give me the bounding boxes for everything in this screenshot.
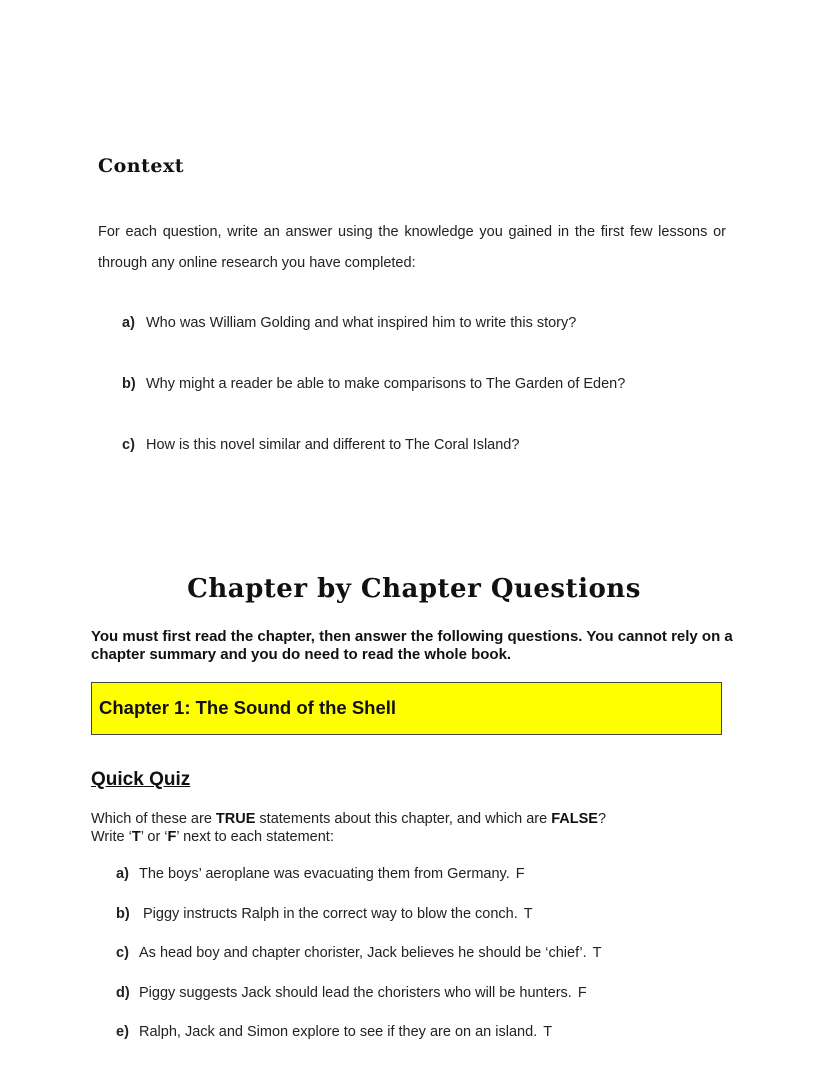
quiz-intro-text: statements about this chapter, and which are bbox=[255, 811, 552, 827]
quiz-intro-text: ? bbox=[597, 811, 607, 827]
question-letter: c) bbox=[122, 437, 135, 453]
quiz-item-text: Ralph, Jack and Simon explore to see if they are on an island. bbox=[139, 1024, 538, 1040]
quiz-item-text: Piggy suggests Jack should lead the choristers who will be hunters. bbox=[139, 985, 572, 1001]
question-letter: a) bbox=[122, 315, 135, 331]
quiz-intro-text: Which of these are bbox=[91, 811, 216, 827]
quiz-heading: Quick Quiz bbox=[91, 769, 191, 790]
quiz-item-e bbox=[116, 1024, 552, 1040]
chapter-banner bbox=[91, 682, 722, 735]
quiz-item-letter: b) bbox=[116, 906, 130, 922]
t-keyword: T bbox=[131, 829, 141, 845]
quiz-item-answer: T bbox=[592, 945, 602, 961]
quiz-item-c bbox=[116, 945, 601, 961]
true-keyword: TRUE bbox=[215, 811, 256, 827]
quiz-item-text: The boys’ aeroplane was evacuating them from Germany. bbox=[139, 866, 510, 882]
quiz-intro bbox=[91, 810, 731, 846]
context-question-b bbox=[122, 376, 625, 392]
quiz-item-a bbox=[116, 866, 525, 882]
quiz-item-letter: a) bbox=[116, 866, 129, 882]
quiz-item-letter: d) bbox=[116, 985, 130, 1001]
quiz-item-text: As head boy and chapter chorister, Jack believes he should be ‘chief’. bbox=[139, 945, 587, 961]
chapter-title: Chapter 1: The Sound of the Shell bbox=[99, 697, 397, 718]
context-intro-line-1: For each question, write an answer using the knowledge you gained in the first few lessons or bbox=[98, 224, 726, 240]
quiz-item-answer: F bbox=[515, 866, 525, 882]
quiz-item-answer: T bbox=[523, 906, 533, 922]
chapter-instructions: You must first read the chapter, then answer the following questions. You cannot rely on a chapter summary and you do need to read the whole book. bbox=[91, 628, 733, 663]
quiz-intro-text: ’ next to each statement: bbox=[176, 829, 334, 845]
context-heading: Context bbox=[98, 155, 185, 177]
quiz-item-d bbox=[116, 985, 587, 1001]
f-keyword: F bbox=[167, 829, 177, 845]
question-text: Why might a reader be able to make comparisons to The Garden of Eden? bbox=[146, 376, 626, 392]
context-question-c bbox=[122, 437, 519, 453]
context-intro-line-2: through any online research you have completed: bbox=[98, 255, 416, 271]
quiz-item-answer: F bbox=[577, 985, 587, 1001]
quiz-item-letter: e) bbox=[116, 1024, 129, 1040]
section-title: Chapter by Chapter Questions bbox=[187, 574, 641, 604]
false-keyword: FALSE bbox=[551, 811, 598, 827]
question-text: How is this novel similar and different to The Coral Island? bbox=[146, 437, 520, 453]
quiz-intro-text: Write ‘ bbox=[91, 829, 132, 845]
context-question-a bbox=[122, 315, 576, 331]
quiz-item-letter: c) bbox=[116, 945, 129, 961]
quiz-item-b bbox=[116, 906, 533, 922]
quiz-item-text: Piggy instructs Ralph in the correct way to blow the conch. bbox=[143, 906, 518, 922]
quiz-intro-text: ’ or ‘ bbox=[140, 829, 168, 845]
question-letter: b) bbox=[122, 376, 136, 392]
question-text: Who was William Golding and what inspired him to write this story? bbox=[146, 315, 577, 331]
quiz-item-answer: T bbox=[543, 1024, 553, 1040]
